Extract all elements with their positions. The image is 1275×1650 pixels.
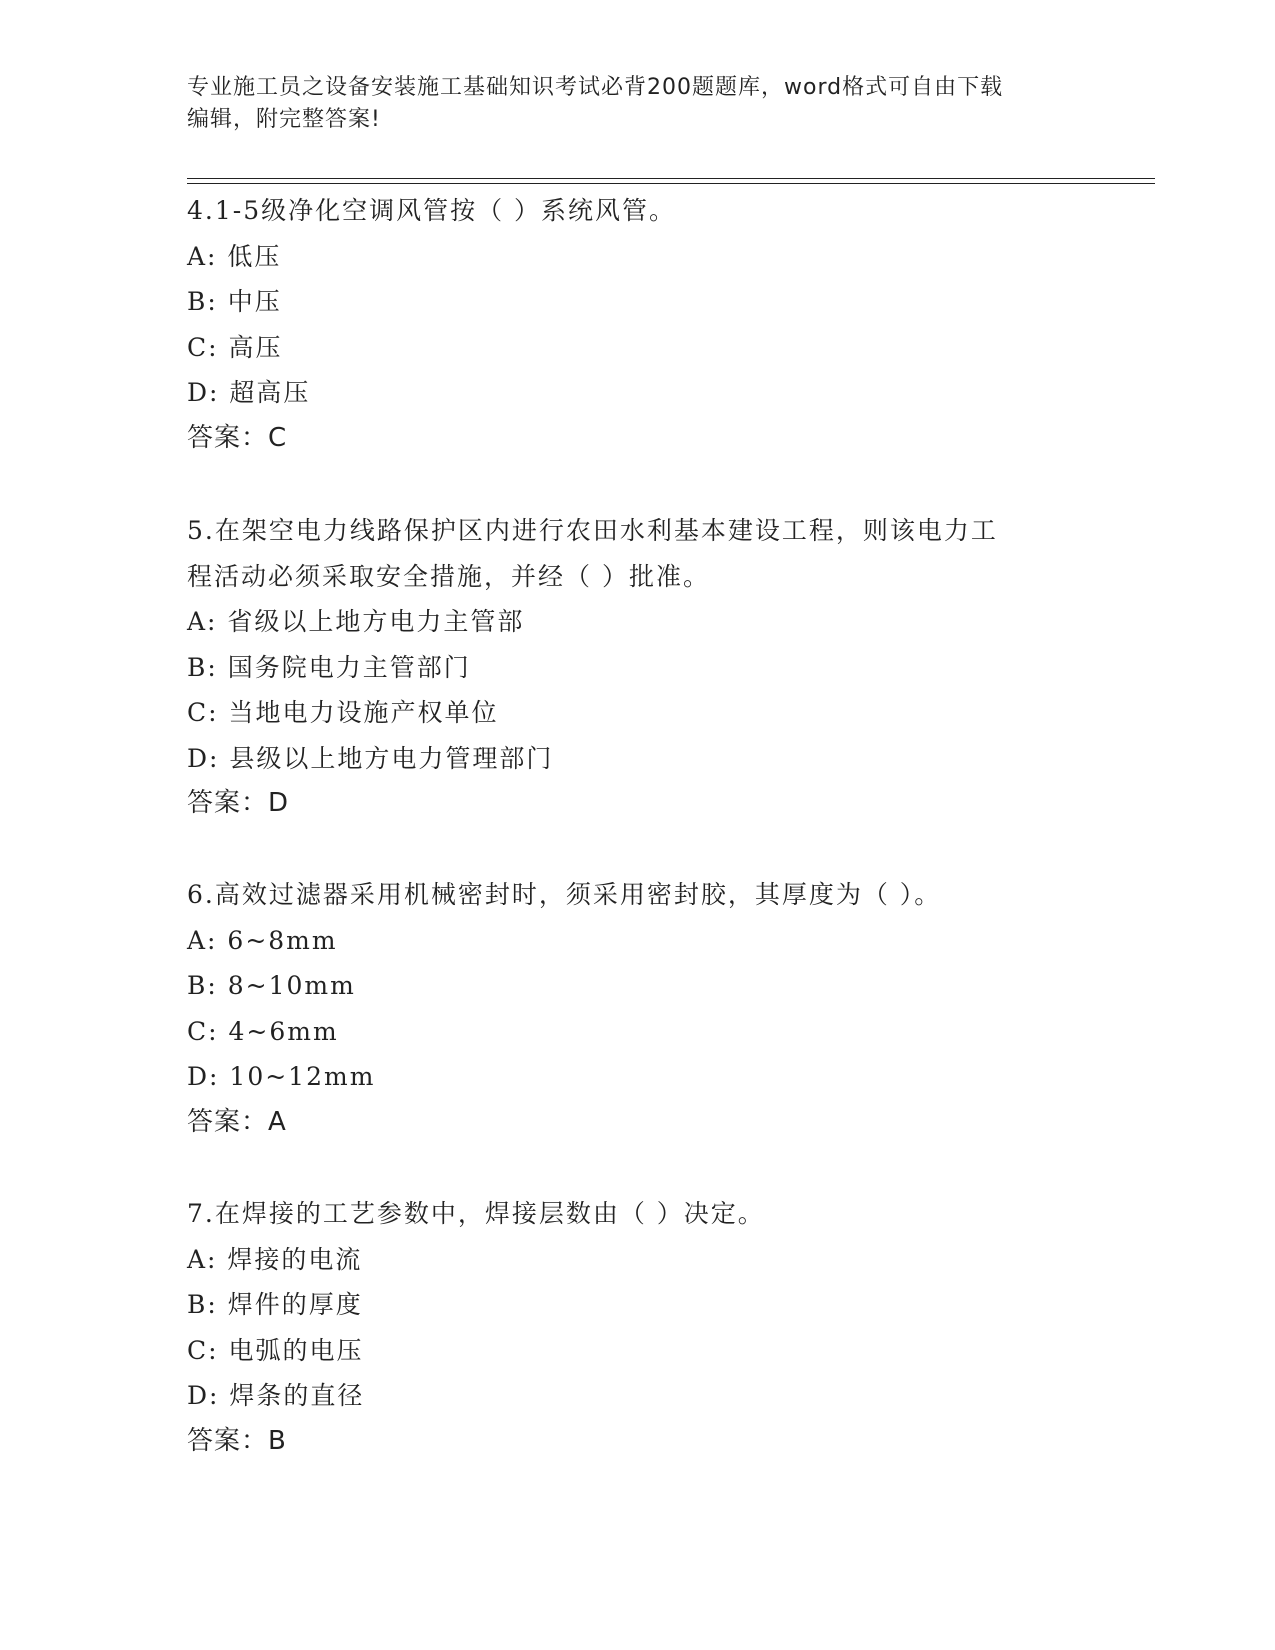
- question-block-6: [187, 872, 1087, 1145]
- option-c: C: 电弧的电压: [187, 1335, 364, 1365]
- option-d: D: 县级以上地方电力管理部门: [187, 743, 554, 773]
- option-c: C: 当地电力设施产权单位: [187, 698, 499, 727]
- header-line-1: 专业施工员之设备安装施工基础知识考试必背200题题库，word格式可自由下载: [187, 75, 1004, 100]
- header-divider-bottom: [187, 183, 1155, 184]
- option-b: B: 中压: [187, 287, 282, 316]
- option-b: B: 国务院电力主管部门: [187, 652, 471, 682]
- document-header: [187, 72, 1087, 136]
- header-line-2: 编辑，附完整答案!: [187, 107, 381, 132]
- option-c: C: 高压: [187, 332, 283, 362]
- option-a: A: 6~8mm: [187, 925, 338, 955]
- question-text: 7.在焊接的工艺参数中，焊接层数由（ ）决定。: [187, 1199, 765, 1228]
- question-text: 6.高效过滤器采用机械密封时，须采用密封胶，其厚度为（ ）。: [187, 880, 942, 909]
- option-d: D: 10~12mm: [187, 1062, 376, 1091]
- question-block-5: [187, 508, 1087, 827]
- question-block-7: [187, 1191, 1087, 1464]
- header-divider-top: [187, 178, 1155, 179]
- answer-text: 答案：B: [187, 1425, 287, 1456]
- question-text: 5.在架空电力线路保护区内进行农田水利基本建设工程，则该电力工: [187, 516, 998, 545]
- option-a: A: 省级以上地方电力主管部: [187, 607, 525, 636]
- option-b: B: 8~10mm: [187, 971, 356, 1000]
- option-b: B: 焊件的厚度: [187, 1290, 363, 1319]
- question-block-4: [187, 188, 1087, 461]
- option-a: A: 焊接的电流: [187, 1244, 363, 1274]
- question-text: 4.1-5级净化空调风管按（ ）系统风管。: [187, 196, 677, 225]
- option-d: D: 焊条的直径: [187, 1381, 365, 1410]
- option-c: C: 4~6mm: [187, 1016, 339, 1046]
- answer-text: 答案：C: [187, 422, 288, 453]
- answer-text: 答案：A: [187, 1106, 287, 1137]
- option-a: A: 低压: [187, 241, 282, 271]
- answer-text: 答案：D: [187, 788, 290, 818]
- option-d: D: 超高压: [187, 378, 311, 407]
- question-text-continued: 程活动必须采取安全措施，并经（ ）批准。: [187, 561, 710, 591]
